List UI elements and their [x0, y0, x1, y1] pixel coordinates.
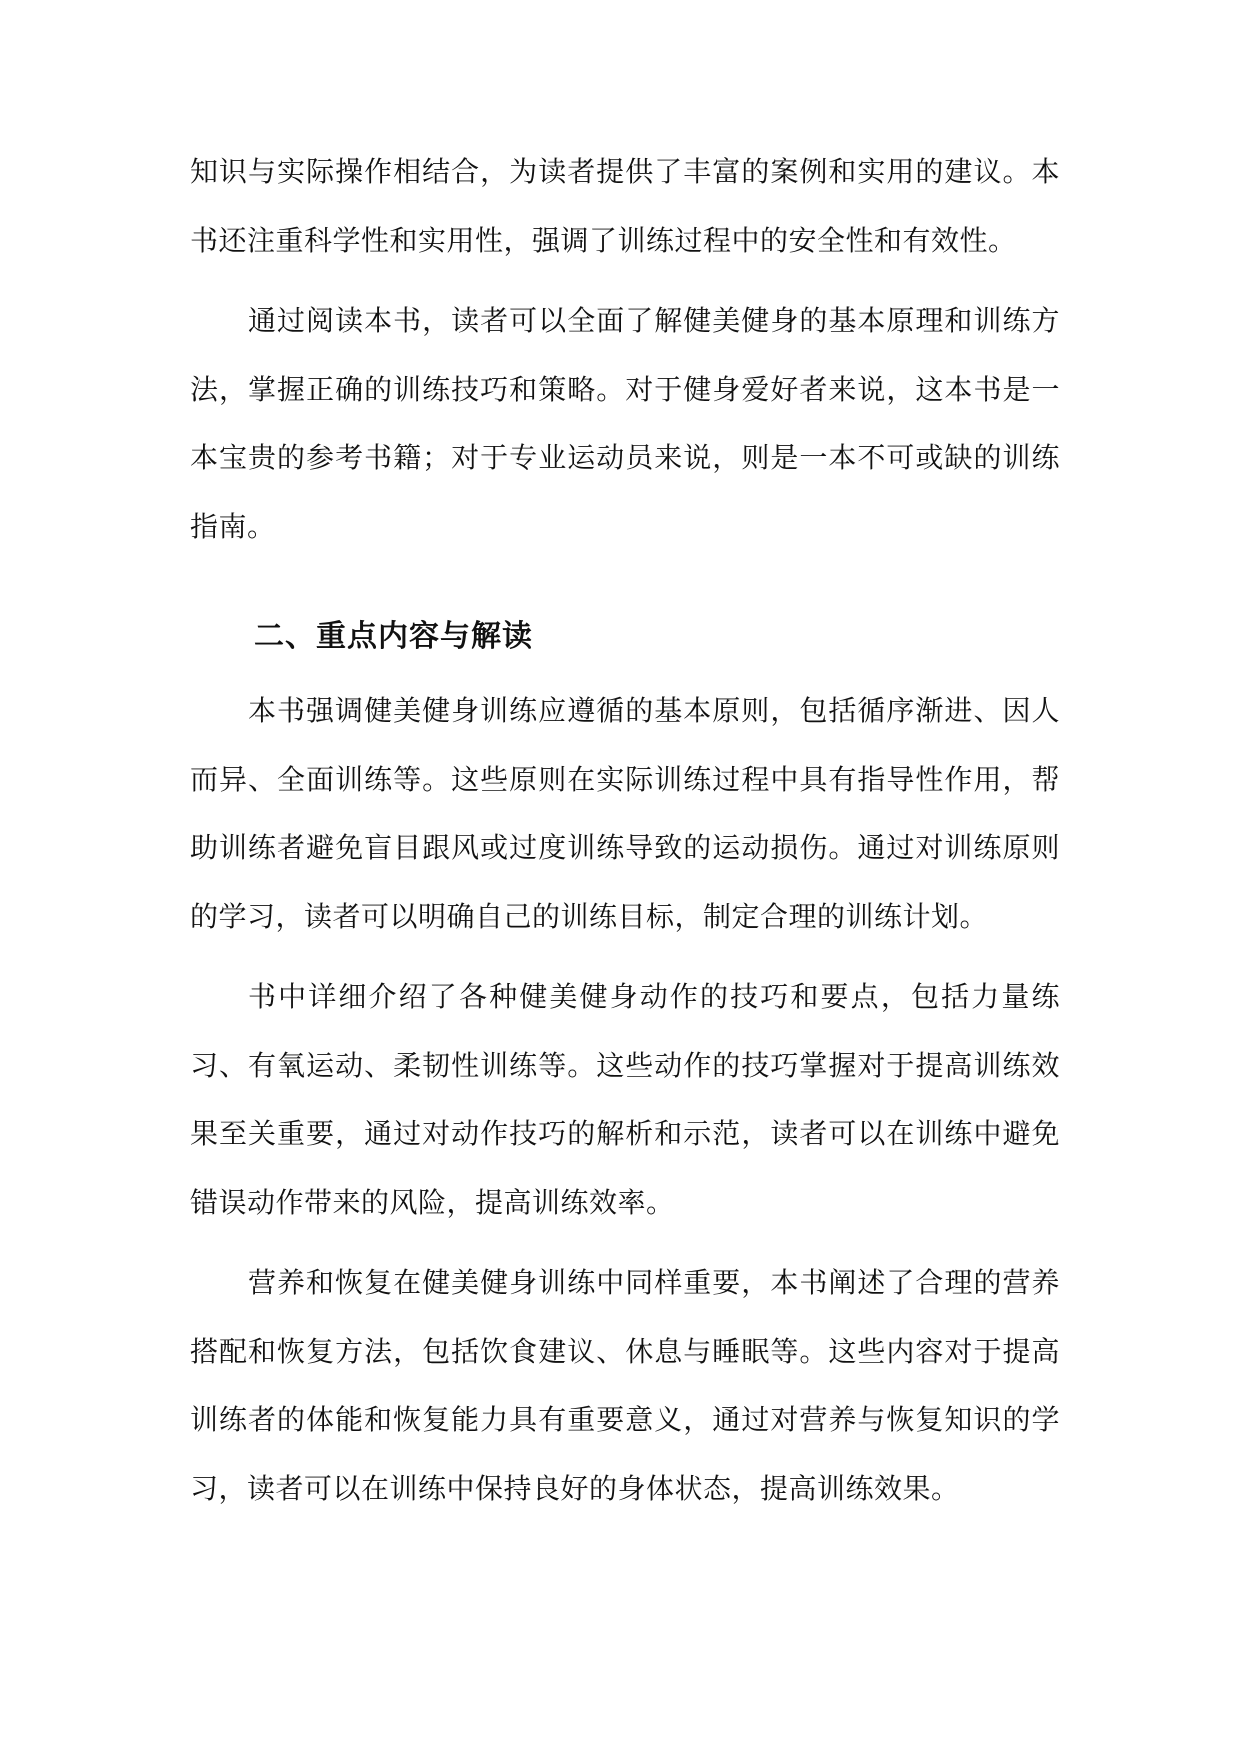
section-heading: 二、重点内容与解读: [254, 619, 533, 654]
paragraph-exercise-techniques: 书中详细介绍了各种健美健身动作的技巧和要点，包括力量练习、有氧运动、柔韧性训练等。这些动作的技巧掌握对于提高训练效果至关重要，通过对动作技巧的解析和示范，读者可以在训练中避免错误动作带来的风险，提高训练效率。: [190, 980, 1060, 1219]
paragraph-reading-benefits: 通过阅读本书，读者可以全面了解健美健身的基本原理和训练方法，掌握正确的训练技巧和策略。对于健身爱好者来说，这本书是一本宝贵的参考书籍；对于专业运动员来说，则是一本不可或缺的训练指南。: [190, 304, 1060, 543]
paragraph-nutrition-recovery: 营养和恢复在健美健身训练中同样重要，本书阐述了合理的营养搭配和恢复方法，包括饮食建议、休息与睡眠等。这些内容对于提高训练者的体能和恢复能力具有重要意义，通过对营养与恢复知识的学习，读者可以在训练中保持良好的身体状态，提高训练效果。: [190, 1266, 1060, 1505]
paragraph-training-principles: 本书强调健美健身训练应遵循的基本原则，包括循序渐进、因人而异、全面训练等。这些原则在实际训练过程中具有指导性作用，帮助训练者避免盲目跟风或过度训练导致的运动损伤。通过对训练原则的学习，读者可以明确自己的训练目标，制定合理的训练计划。: [190, 694, 1060, 933]
document-body: [190, 138, 1060, 1523]
paragraph-continuation: 知识与实际操作相结合，为读者提供了丰富的案例和实用的建议。本书还注重科学性和实用性，强调了训练过程中的安全性和有效性。: [190, 155, 1060, 257]
